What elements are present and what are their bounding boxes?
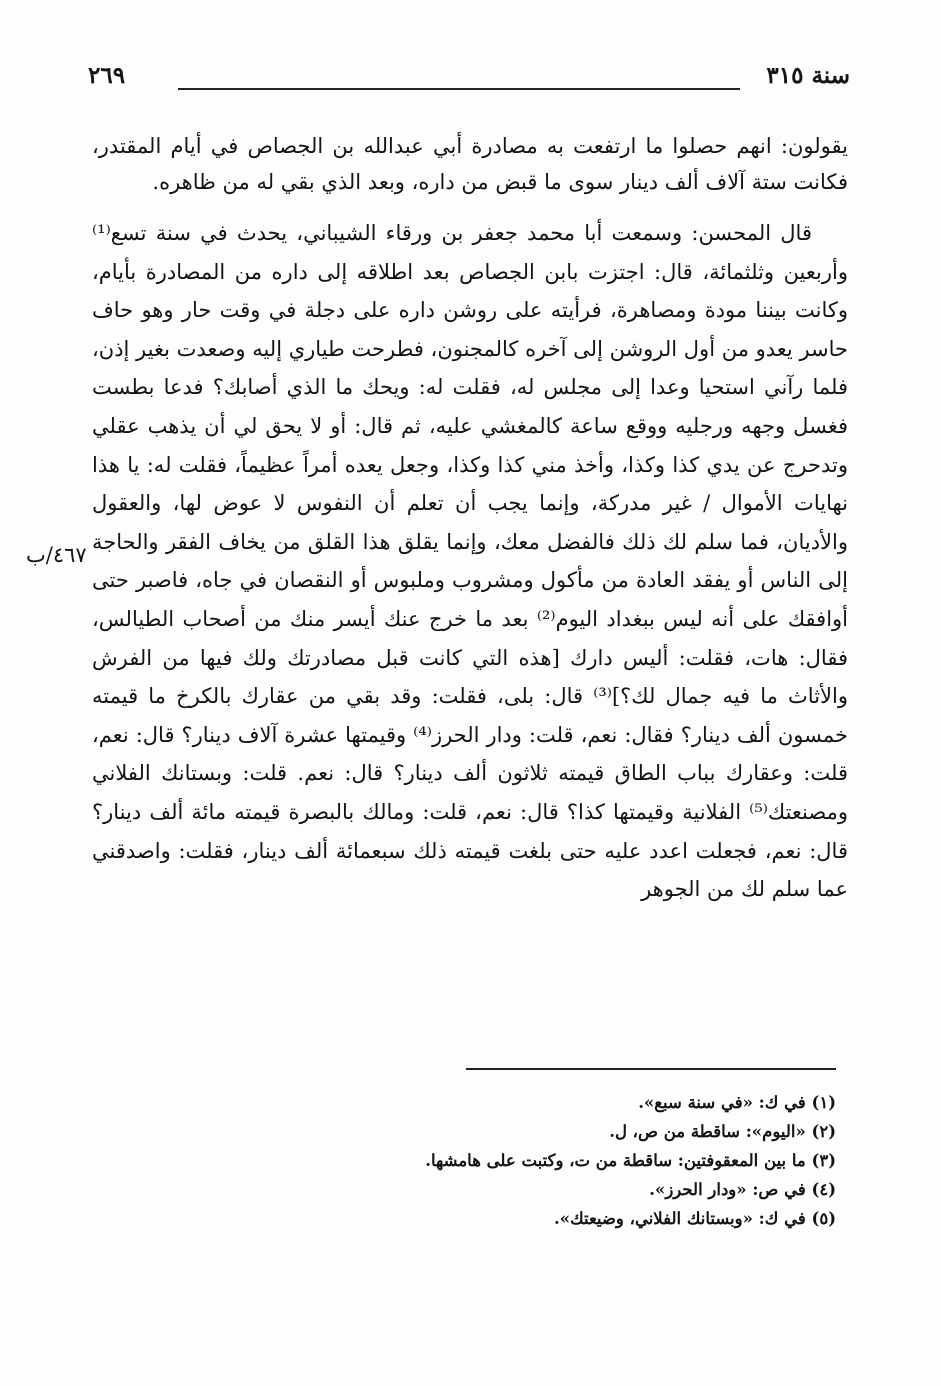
main-text <box>92 128 848 909</box>
manuscript-folio-reference: ٤٦٧/ب <box>26 543 87 567</box>
footnote: (٢) «اليوم»: ساقطة من ص، ل. <box>609 1122 836 1141</box>
header-rule <box>178 88 740 90</box>
footnotes <box>300 1088 836 1233</box>
paragraph: قال المحسن: وسمعت أبا محمد جعفر بن ورقاء الشيباني، يحدث في سنة تسع⁽¹⁾ وأربعين وثلثمائة، قال: اجتزت بابن الجصاص بعد اطلاقه إلى داره من المصادرة بأيام، وكانت بيننا مودة ومصاهرة، فرأيته على روشن داره على دجلة في وقت حار وهو حاف حاسر يعدو من أول الروشن إلى آخره كالمجنون، فطرحت طياري إليه وصعدت بغير إذن، فلما رآني استحيا وعدا إلى مجلس له، فقلت له: ويحك ما الذي أصابك؟ فدعا بطست فغسل وجهه ورجليه ووقع ساعة كالمغشي عليه، ثم قال: أو لا يحق لي أن يذهب عقلي وتدحرج عن يدي كذا وكذا، وأخذ مني كذا وكذا، وجعل يعده أمراً عظيماً، فقلت له: يا هذا نهايات الأموال / غير مدركة، وإنما يجب أن تعلم أن النفوس لا عوض لها، والعقول والأديان، فما سلم لك ذلك فالفضل معك، وإنما يقلق هذا القلق من يخاف الفقر والحاجة إلى الناس أو يفقد العادة من مأكول ومشروب وملبوس أو النقصان في جاه، فاصبر حتى أوافقك على أنه ليس ببغداد اليوم⁽²⁾ بعد ما خرج عنك أيسر منك من أصحاب الطيالس، فقال: هات، فقلت: أليس دارك [هذه التي كانت قبل مصادرتك ولك فيها من الفرش والأثاث ما فيه جمال لك؟]⁽³⁾ قال: بلى، فقلت: وقد بقي من عقارك بالكرخ ما قيمته خمسون ألف دينار؟ فقال: نعم، قلت: ودار الحرز⁽⁴⁾ وقيمتها عشرة آلاف دينار؟ قال: نعم، قلت: وعقارك بباب الطاق قيمته ثلاثون ألف دينار؟ قال: نعم. قلت: وبستانك الفلاني ومصنعتك⁽⁵⁾ الفلانية وقيمتها كذا؟ قال: نعم، قلت: ومالك بالبصرة قيمته مائة ألف دينار؟ قال: نعم، فجعلت اعدد عليه حتى بلغت قيمته ذلك سبعمائة ألف دينار، فقلت: واصدقني عما سلم لك من الجوهر <box>92 221 849 902</box>
page-number: ٢٦٩ <box>88 62 126 89</box>
paragraph: يقولون: انهم حصلوا ما ارتفعت به مصادرة أبي عبدالله بن الجصاص في أيام المقتدر، فكانت ستة آلاف ألف دينار سوى ما قبض من داره، وبعد الذي بقي له من ظاهره. <box>92 134 848 194</box>
header-year-title: سنة ٣١٥ <box>766 62 850 89</box>
footnote: (١) في ك: «في سنة سبع». <box>638 1093 836 1112</box>
running-header <box>88 62 850 96</box>
footnote: (٣) ما بين المعقوفتين: ساقطة من ت، وكتبت على هامشها. <box>425 1151 836 1170</box>
footnote: (٤) في ص: «ودار الحرز». <box>649 1180 836 1199</box>
footnote: (٥) في ك: «وبستانك الفلاني، وضيعتك». <box>554 1209 836 1228</box>
footnote-separator <box>466 1068 836 1070</box>
